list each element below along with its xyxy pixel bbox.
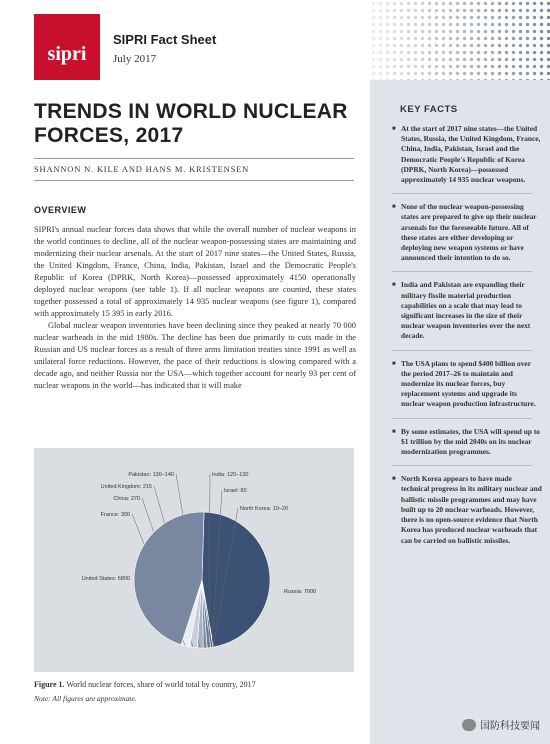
title-divider — [34, 158, 354, 159]
pie-label: China: 270 — [113, 496, 140, 502]
key-fact-item: ■ None of the nuclear weapon-possessing states are prepared to give up their nuclear arsenals for the foreseeable future. All of these states are either developing or deploying new weapon systems or have announced their intention to do so. — [392, 202, 542, 263]
overview-heading: OVERVIEW — [34, 205, 87, 215]
key-fact-item: ■ By some estimates, the USA will spend up to $1 trillion by the mid 2040s on its nuclear modernization programmes. — [392, 427, 542, 458]
pie-chart-svg — [34, 448, 354, 672]
pie-label: North Korea: 10–20 — [240, 506, 289, 512]
header — [0, 0, 380, 80]
article-title: TRENDS IN WORLD NUCLEAR FORCES, 2017 — [34, 100, 348, 147]
pie-label: Pakistan: 130–140 — [128, 472, 174, 478]
sipri-logo: sipri — [34, 14, 100, 80]
key-facts-sidebar — [370, 80, 550, 744]
dot-pattern-decoration — [370, 0, 550, 80]
figure-caption — [34, 680, 256, 689]
key-facts-list — [392, 124, 542, 554]
figure-1-pie-chart — [34, 448, 354, 672]
key-fact-divider — [392, 350, 532, 351]
figure-caption-text: World nuclear forces, share of world total by country, 2017 — [64, 680, 256, 689]
pie-label: United Kingdom: 215 — [100, 484, 152, 490]
key-facts-heading: KEY FACTS — [400, 104, 458, 115]
key-fact-divider — [392, 465, 532, 466]
pie-slice — [202, 512, 270, 647]
key-fact-item: ■ At the start of 2017 nine states—the United States, Russia, the United Kingdom, France, China, India, Pakistan, Israel and the Democratic People's Republic of Korea (DPRK, North Korea)—possessed approximately 14 935 nuclear weapons. — [392, 124, 542, 185]
paragraph-1: SIPRI's annual nuclear forces data shows that while the overall number of nuclear weapons in the world continues to decline, all of the nuclear weapon-possessing states are maintaining and modernizing their nuclear arsenals. At the start of 2017 nine states—the United States, Russia, the United Kingdom, France, China, India, Pakistan, Israel and the Democratic People's Republic of Korea (DPRK, North Korea)—possessed approximately 4150 operationally deployed nuclear weapons (see table 1). If all nuclear weapons are counted, these states together possessed a total of approximately 14 935 nuclear weapons (see figure 1), compared with approximately 15 395 in early 2016. — [34, 225, 356, 318]
pie-label: India: 120–130 — [212, 472, 249, 478]
figure-note: Note: All figures are approximate. — [34, 694, 137, 703]
wechat-icon — [462, 719, 476, 731]
watermark — [462, 717, 540, 732]
author-divider — [34, 180, 354, 181]
fact-sheet-title: SIPRI Fact Sheet — [113, 32, 217, 47]
pie-label: United States: 6800 — [81, 576, 130, 582]
watermark-text: 国防科技要闻 — [480, 721, 540, 732]
pie-label: Israel: 80 — [224, 488, 247, 494]
key-fact-item: ■ North Korea appears to have made technical progress in its military nuclear and ballistic missile programmes and may have built up to 20 nuclear warheads. However, there is no open-source evidence that North Korea has produced nuclear warheads that can be carried on ballistic missiles. — [392, 474, 542, 545]
publication-date: July 2017 — [113, 53, 157, 65]
key-fact-item: ■ India and Pakistan are expanding their military fissile material production capabilities on a scale that may lead to significant increases in the size of their nuclear weapon inventories over the next decade. — [392, 280, 542, 341]
key-fact-divider — [392, 271, 532, 272]
pie-label: Russia: 7000 — [284, 589, 317, 595]
key-fact-divider — [392, 418, 532, 419]
key-fact-item: ■ The USA plans to spend $400 billion over the period 2017–26 to maintain and modernize its nuclear forces, buy replacement systems and upgrade its nuclear weapon production infrastructure. — [392, 359, 542, 410]
key-fact-divider — [392, 193, 532, 194]
article-body — [34, 224, 356, 392]
figure-caption-label: Figure 1. — [34, 680, 65, 689]
pie-label: France: 300 — [100, 512, 130, 518]
article-authors: SHANNON N. KILE AND HANS M. KRISTENSEN — [34, 164, 250, 174]
paragraph-2: Global nuclear weapon inventories have been declining since they peaked at nearly 70 000 nuclear warheads in the mid 1980s. The decline has been due primarily to cuts made in the Russian and US nuclear forces as a result of three arms limitation treaties since 1991 as well as unilateral force reductions. However, the pace of their reductions is slowing compared with a decade ago, and neither Russia nor the USA—which together account for nearly 93 per cent of nuclear weapons in the world—has indicated that it will make — [34, 321, 356, 390]
